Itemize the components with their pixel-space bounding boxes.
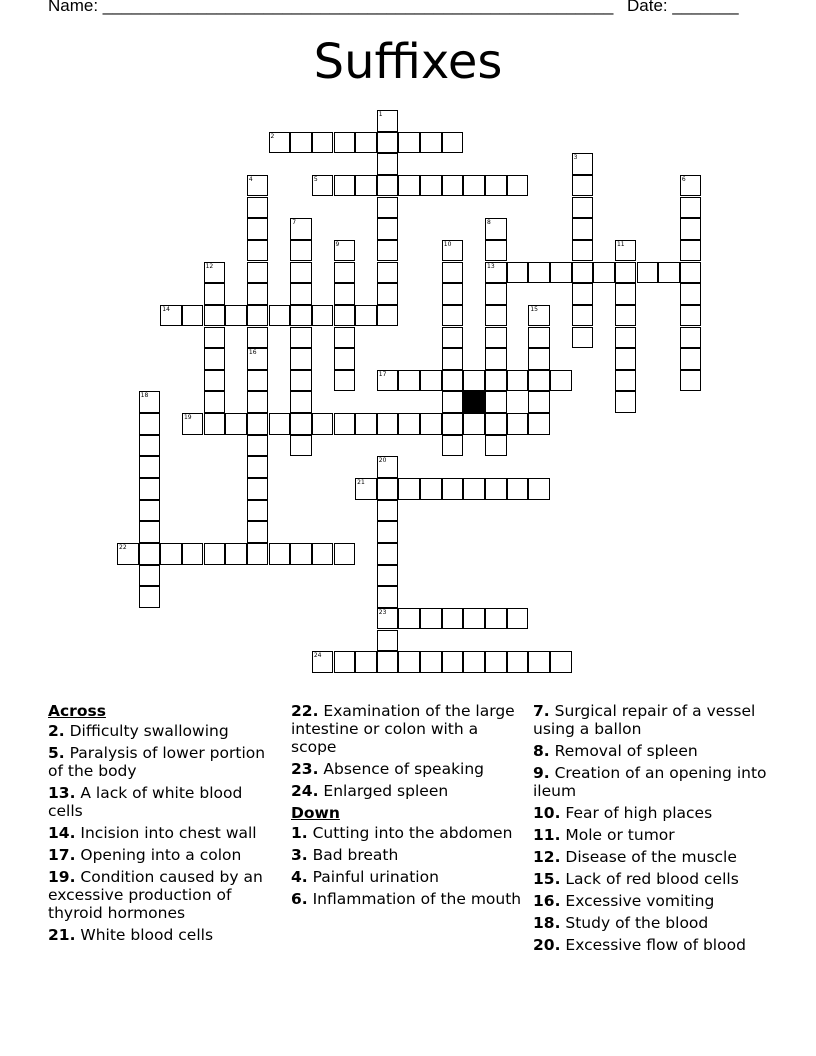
grid-cell[interactable] — [312, 132, 334, 154]
grid-cell[interactable] — [290, 370, 312, 392]
grid-cell[interactable] — [442, 175, 464, 197]
grid-cell[interactable] — [528, 651, 550, 673]
grid-cell[interactable] — [507, 370, 529, 392]
grid-cell[interactable] — [377, 305, 399, 327]
grid-cell[interactable] — [398, 132, 420, 154]
grid-cell[interactable] — [182, 543, 204, 565]
clue-number: 3 — [573, 154, 578, 162]
clue-number: 24 — [313, 652, 322, 660]
grid-cell[interactable] — [269, 305, 291, 327]
grid-cell[interactable] — [290, 413, 312, 435]
grid-cell[interactable] — [507, 175, 529, 197]
grid-cell[interactable] — [485, 413, 507, 435]
clue-number-label: 6. — [291, 890, 308, 908]
grid-cell[interactable] — [615, 370, 637, 392]
clue-number: 10 — [443, 240, 452, 248]
clues-column-2 — [291, 702, 527, 912]
grid-cell[interactable] — [355, 651, 377, 673]
grid-cell[interactable] — [615, 240, 637, 262]
grid-cell[interactable] — [334, 262, 356, 284]
grid-cell[interactable] — [485, 391, 507, 413]
grid-cell[interactable] — [398, 651, 420, 673]
clue-item: 4. Painful urination — [291, 868, 439, 886]
grid-cell[interactable] — [247, 262, 269, 284]
grid-cell[interactable] — [312, 175, 334, 197]
clue-item: 1. Cutting into the abdomen — [291, 824, 513, 842]
grid-cell[interactable] — [615, 327, 637, 349]
grid-cell[interactable] — [225, 543, 247, 565]
grid-cell[interactable] — [398, 175, 420, 197]
grid-cell[interactable] — [485, 478, 507, 500]
grid-cell[interactable] — [204, 413, 226, 435]
clue-number-label: 3. — [291, 846, 308, 864]
grid-cell[interactable] — [247, 500, 269, 522]
clue-item: 5. Paralysis of lower portion of the body — [48, 744, 266, 780]
grid-cell[interactable] — [312, 413, 334, 435]
grid-cell[interactable] — [485, 175, 507, 197]
down-heading: Down — [291, 804, 340, 822]
grid-cell[interactable] — [528, 305, 550, 327]
grid-cell[interactable] — [377, 262, 399, 284]
grid-cell[interactable] — [377, 175, 399, 197]
clue-item: 13. A lack of white blood cells — [48, 784, 243, 820]
grid-cell[interactable] — [355, 132, 377, 154]
grid-cell[interactable] — [247, 478, 269, 500]
clue-number-label: 24. — [291, 782, 319, 800]
grid-cell[interactable] — [485, 370, 507, 392]
grid-cell[interactable] — [442, 651, 464, 673]
clue-number: 11 — [616, 240, 625, 248]
grid-cell[interactable] — [334, 283, 356, 305]
grid-cell[interactable] — [442, 391, 464, 413]
grid-cell[interactable] — [398, 478, 420, 500]
grid-cell[interactable] — [615, 283, 637, 305]
clue-number: 5 — [313, 175, 318, 183]
clue-number-label: 20. — [533, 936, 561, 954]
clue-number: 19 — [183, 414, 192, 422]
grid-cell[interactable] — [398, 608, 420, 630]
grid-cell[interactable] — [139, 543, 161, 565]
grid-cell[interactable] — [139, 391, 161, 413]
clue-number: 16 — [248, 349, 257, 357]
grid-cell[interactable] — [420, 370, 442, 392]
clue-item: 7. Surgical repair of a vessel using a ballon — [533, 702, 756, 738]
clue-number: 23 — [378, 608, 387, 616]
grid-cell[interactable] — [377, 413, 399, 435]
clue-number-label: 2. — [48, 722, 65, 740]
grid-cell[interactable] — [680, 348, 702, 370]
clue-item: 14. Incision into chest wall — [48, 824, 257, 842]
grid-cell[interactable] — [247, 197, 269, 219]
grid-cell[interactable] — [680, 370, 702, 392]
date-field-label: Date: _______ — [627, 0, 739, 15]
grid-cell[interactable] — [442, 608, 464, 630]
grid-cell[interactable] — [680, 327, 702, 349]
clue-item: 19. Condition caused by an excessive production of thyroid hormones — [48, 868, 263, 922]
grid-cell[interactable] — [334, 413, 356, 435]
grid-cell[interactable] — [572, 197, 594, 219]
grid-cell[interactable] — [247, 370, 269, 392]
grid-cell[interactable] — [334, 543, 356, 565]
clue-item: 12. Disease of the muscle — [533, 848, 737, 866]
grid-cell[interactable] — [139, 478, 161, 500]
clue-number-label: 11. — [533, 826, 561, 844]
grid-cell[interactable] — [442, 132, 464, 154]
grid-cell[interactable] — [550, 651, 572, 673]
grid-cell[interactable] — [355, 175, 377, 197]
name-field-label: Name: ______________________________________________________ — [48, 0, 614, 15]
clue-number-label: 14. — [48, 824, 76, 842]
clue-number: 15 — [530, 305, 538, 313]
grid-cell[interactable] — [312, 651, 334, 673]
grid-cell[interactable] — [269, 132, 291, 154]
clue-number-label: 19. — [48, 868, 76, 886]
grid-cell[interactable] — [139, 586, 161, 608]
grid-cell[interactable] — [377, 630, 399, 652]
clue-item: 11. Mole or tumor — [533, 826, 675, 844]
grid-cell[interactable] — [269, 413, 291, 435]
clue-item: 10. Fear of high places — [533, 804, 713, 822]
grid-cell[interactable] — [334, 240, 356, 262]
grid-cell[interactable] — [225, 413, 247, 435]
grid-cell[interactable] — [615, 348, 637, 370]
grid-cell[interactable] — [247, 240, 269, 262]
clues-column-3 — [533, 702, 773, 958]
clue-item: 16. Excessive vomiting — [533, 892, 715, 910]
grid-cell[interactable] — [572, 305, 594, 327]
grid-cell[interactable] — [290, 132, 312, 154]
grid-cell[interactable] — [572, 327, 594, 349]
clue-number: 9 — [335, 240, 340, 248]
grid-cell[interactable] — [247, 391, 269, 413]
grid-cell[interactable] — [247, 435, 269, 457]
grid-cell[interactable] — [485, 240, 507, 262]
clue-item: 22. Examination of the large intestine or colon with a scope — [291, 702, 515, 756]
grid-cell[interactable] — [204, 543, 226, 565]
clue-number-label: 17. — [48, 846, 76, 864]
grid-cell[interactable] — [680, 305, 702, 327]
clue-number-label: 8. — [533, 742, 550, 760]
grid-cell[interactable] — [572, 262, 594, 284]
grid-cell[interactable] — [680, 175, 702, 197]
grid-block-cell — [463, 391, 485, 413]
grid-cell[interactable] — [204, 283, 226, 305]
grid-cell[interactable] — [377, 110, 399, 132]
clue-number: 1 — [378, 111, 383, 118]
grid-cell[interactable] — [290, 262, 312, 284]
grid-cell[interactable] — [463, 413, 485, 435]
grid-cell[interactable] — [680, 197, 702, 219]
grid-cell[interactable] — [442, 305, 464, 327]
clue-number-label: 18. — [533, 914, 561, 932]
grid-cell[interactable] — [442, 478, 464, 500]
grid-cell[interactable] — [442, 348, 464, 370]
clue-number-label: 23. — [291, 760, 319, 778]
grid-cell[interactable] — [355, 478, 377, 500]
clue-item: 2. Difficulty swallowing — [48, 722, 229, 740]
clue-number: 7 — [292, 219, 297, 227]
clue-item: 18. Study of the blood — [533, 914, 709, 932]
grid-cell[interactable] — [463, 608, 485, 630]
grid-cell[interactable] — [182, 413, 204, 435]
grid-cell[interactable] — [377, 240, 399, 262]
clue-number: 12 — [205, 262, 214, 270]
page-title: Suffixes — [313, 34, 503, 90]
grid-cell[interactable] — [442, 240, 464, 262]
grid-cell[interactable] — [247, 543, 269, 565]
grid-cell[interactable] — [377, 521, 399, 543]
grid-cell[interactable] — [420, 608, 442, 630]
grid-cell[interactable] — [247, 283, 269, 305]
grid-cell[interactable] — [204, 327, 226, 349]
clue-number-label: 7. — [533, 702, 550, 720]
grid-cell[interactable] — [463, 370, 485, 392]
grid-cell[interactable] — [528, 391, 550, 413]
grid-cell[interactable] — [334, 651, 356, 673]
clue-number-label: 22. — [291, 702, 319, 720]
across-heading: Across — [48, 702, 106, 720]
grid-cell[interactable] — [225, 305, 247, 327]
grid-cell[interactable] — [139, 565, 161, 587]
clue-number: 20 — [378, 457, 387, 465]
grid-cell[interactable] — [247, 218, 269, 240]
grid-cell[interactable] — [139, 435, 161, 457]
grid-cell[interactable] — [139, 500, 161, 522]
clue-item: 15. Lack of red blood cells — [533, 870, 739, 888]
grid-cell[interactable] — [377, 478, 399, 500]
grid-cell[interactable] — [485, 435, 507, 457]
grid-cell[interactable] — [377, 197, 399, 219]
clue-item: 21. White blood cells — [48, 926, 214, 944]
clue-number: 6 — [681, 175, 686, 183]
clue-number-label: 12. — [533, 848, 561, 866]
clue-number-label: 21. — [48, 926, 76, 944]
clue-number-label: 4. — [291, 868, 308, 886]
clue-item: 8. Removal of spleen — [533, 742, 698, 760]
grid-cell[interactable] — [182, 305, 204, 327]
clue-item: 6. Inflammation of the mouth — [291, 890, 522, 908]
clue-item: 23. Absence of speaking — [291, 760, 485, 778]
grid-cell[interactable] — [377, 586, 399, 608]
grid-cell[interactable] — [247, 348, 269, 370]
grid-cell[interactable] — [290, 391, 312, 413]
grid-cell[interactable] — [507, 608, 529, 630]
grid-cell[interactable] — [485, 218, 507, 240]
grid-cell[interactable] — [139, 413, 161, 435]
grid-cell[interactable] — [420, 175, 442, 197]
grid-cell[interactable] — [680, 262, 702, 284]
grid-cell[interactable] — [572, 218, 594, 240]
grid-cell[interactable] — [572, 240, 594, 262]
clue-number: 13 — [487, 262, 495, 270]
clue-number-label: 10. — [533, 804, 561, 822]
grid-cell[interactable] — [615, 305, 637, 327]
clue-item: 9. Creation of an opening into ileum — [533, 764, 767, 800]
grid-cell[interactable] — [377, 132, 399, 154]
grid-cell[interactable] — [485, 651, 507, 673]
grid-cell[interactable] — [160, 543, 182, 565]
grid-cell[interactable] — [204, 348, 226, 370]
clue-number: 17 — [378, 370, 387, 378]
grid-cell[interactable] — [572, 153, 594, 175]
grid-cell[interactable] — [377, 543, 399, 565]
grid-cell[interactable] — [247, 521, 269, 543]
grid-cell[interactable] — [442, 370, 464, 392]
grid-cell[interactable] — [442, 262, 464, 284]
grid-cell[interactable] — [377, 500, 399, 522]
clue-number-label: 9. — [533, 764, 550, 782]
grid-cell[interactable] — [312, 305, 334, 327]
grid-cell[interactable] — [572, 283, 594, 305]
grid-cell[interactable] — [485, 262, 507, 284]
grid-cell[interactable] — [485, 608, 507, 630]
grid-cell[interactable] — [377, 218, 399, 240]
grid-cell[interactable] — [290, 435, 312, 457]
clue-number-label: 1. — [291, 824, 308, 842]
grid-cell[interactable] — [550, 262, 572, 284]
clue-item: 17. Opening into a colon — [48, 846, 242, 864]
grid-cell[interactable] — [290, 305, 312, 327]
grid-cell[interactable] — [334, 175, 356, 197]
grid-cell[interactable] — [420, 413, 442, 435]
grid-cell[interactable] — [377, 456, 399, 478]
grid-cell[interactable] — [463, 175, 485, 197]
grid-cell[interactable] — [485, 305, 507, 327]
grid-cell[interactable] — [290, 348, 312, 370]
clue-number: 8 — [487, 219, 491, 227]
grid-cell[interactable] — [334, 327, 356, 349]
clue-number: 21 — [357, 479, 365, 487]
grid-cell[interactable] — [247, 413, 269, 435]
grid-cell[interactable] — [507, 262, 529, 284]
clue-item: 24. Enlarged spleen — [291, 782, 449, 800]
grid-cell[interactable] — [528, 348, 550, 370]
clue-number-label: 15. — [533, 870, 561, 888]
clue-number: 4 — [248, 175, 253, 183]
grid-cell[interactable] — [658, 262, 680, 284]
grid-cell[interactable] — [290, 283, 312, 305]
clue-number-label: 13. — [48, 784, 76, 802]
grid-cell[interactable] — [160, 305, 182, 327]
grid-cell[interactable] — [377, 283, 399, 305]
clue-number-label: 5. — [48, 744, 65, 762]
grid-cell[interactable] — [528, 413, 550, 435]
grid-cell[interactable] — [377, 153, 399, 175]
clue-number: 14 — [162, 305, 170, 313]
grid-cell[interactable] — [572, 175, 594, 197]
grid-cell[interactable] — [377, 370, 399, 392]
grid-cell[interactable] — [204, 305, 226, 327]
grid-cell[interactable] — [269, 543, 291, 565]
grid-cell[interactable] — [593, 262, 615, 284]
grid-cell[interactable] — [398, 370, 420, 392]
grid-cell[interactable] — [680, 283, 702, 305]
grid-cell[interactable] — [355, 413, 377, 435]
grid-cell[interactable] — [442, 435, 464, 457]
clue-number: 2 — [270, 132, 275, 140]
grid-cell[interactable] — [139, 456, 161, 478]
grid-cell[interactable] — [290, 240, 312, 262]
grid-cell[interactable] — [377, 608, 399, 630]
grid-cell[interactable] — [442, 283, 464, 305]
grid-cell[interactable] — [485, 348, 507, 370]
grid-cell[interactable] — [528, 262, 550, 284]
clue-number-label: 16. — [533, 892, 561, 910]
clue-item: 20. Excessive flow of blood — [533, 936, 746, 954]
grid-cell[interactable] — [398, 413, 420, 435]
grid-cell[interactable] — [377, 565, 399, 587]
grid-cell[interactable] — [312, 543, 334, 565]
grid-cell[interactable] — [550, 370, 572, 392]
grid-cell[interactable] — [247, 327, 269, 349]
grid-cell[interactable] — [528, 370, 550, 392]
grid-cell[interactable] — [355, 305, 377, 327]
grid-cell[interactable] — [334, 132, 356, 154]
grid-cell[interactable] — [290, 543, 312, 565]
grid-cell[interactable] — [139, 521, 161, 543]
grid-cell[interactable] — [290, 218, 312, 240]
grid-cell[interactable] — [420, 478, 442, 500]
grid-cell[interactable] — [204, 262, 226, 284]
clues-column-1 — [48, 702, 280, 948]
grid-cell[interactable] — [507, 651, 529, 673]
grid-cell[interactable] — [528, 327, 550, 349]
grid-cell[interactable] — [507, 413, 529, 435]
grid-cell[interactable] — [247, 305, 269, 327]
grid-cell[interactable] — [485, 283, 507, 305]
grid-cell[interactable] — [507, 478, 529, 500]
grid-cell[interactable] — [334, 305, 356, 327]
grid-cell[interactable] — [442, 327, 464, 349]
grid-cell[interactable] — [204, 391, 226, 413]
grid-cell[interactable] — [334, 348, 356, 370]
grid-cell[interactable] — [442, 413, 464, 435]
grid-cell[interactable] — [117, 543, 139, 565]
grid-cell[interactable] — [334, 370, 356, 392]
grid-cell[interactable] — [615, 391, 637, 413]
grid-cell[interactable] — [290, 327, 312, 349]
grid-cell[interactable] — [463, 651, 485, 673]
grid-cell[interactable] — [247, 456, 269, 478]
clue-number: 18 — [140, 392, 149, 400]
grid-cell[interactable] — [420, 651, 442, 673]
grid-cell[interactable] — [637, 262, 659, 284]
grid-cell[interactable] — [485, 327, 507, 349]
grid-cell[interactable] — [528, 478, 550, 500]
grid-cell[interactable] — [204, 370, 226, 392]
grid-cell[interactable] — [463, 478, 485, 500]
clue-number: 22 — [119, 544, 127, 551]
clue-item: 3. Bad breath — [291, 846, 399, 864]
grid-cell[interactable] — [377, 651, 399, 673]
grid-cell[interactable] — [247, 175, 269, 197]
grid-cell[interactable] — [420, 132, 442, 154]
grid-cell[interactable] — [680, 240, 702, 262]
grid-cell[interactable] — [615, 262, 637, 284]
grid-cell[interactable] — [680, 218, 702, 240]
